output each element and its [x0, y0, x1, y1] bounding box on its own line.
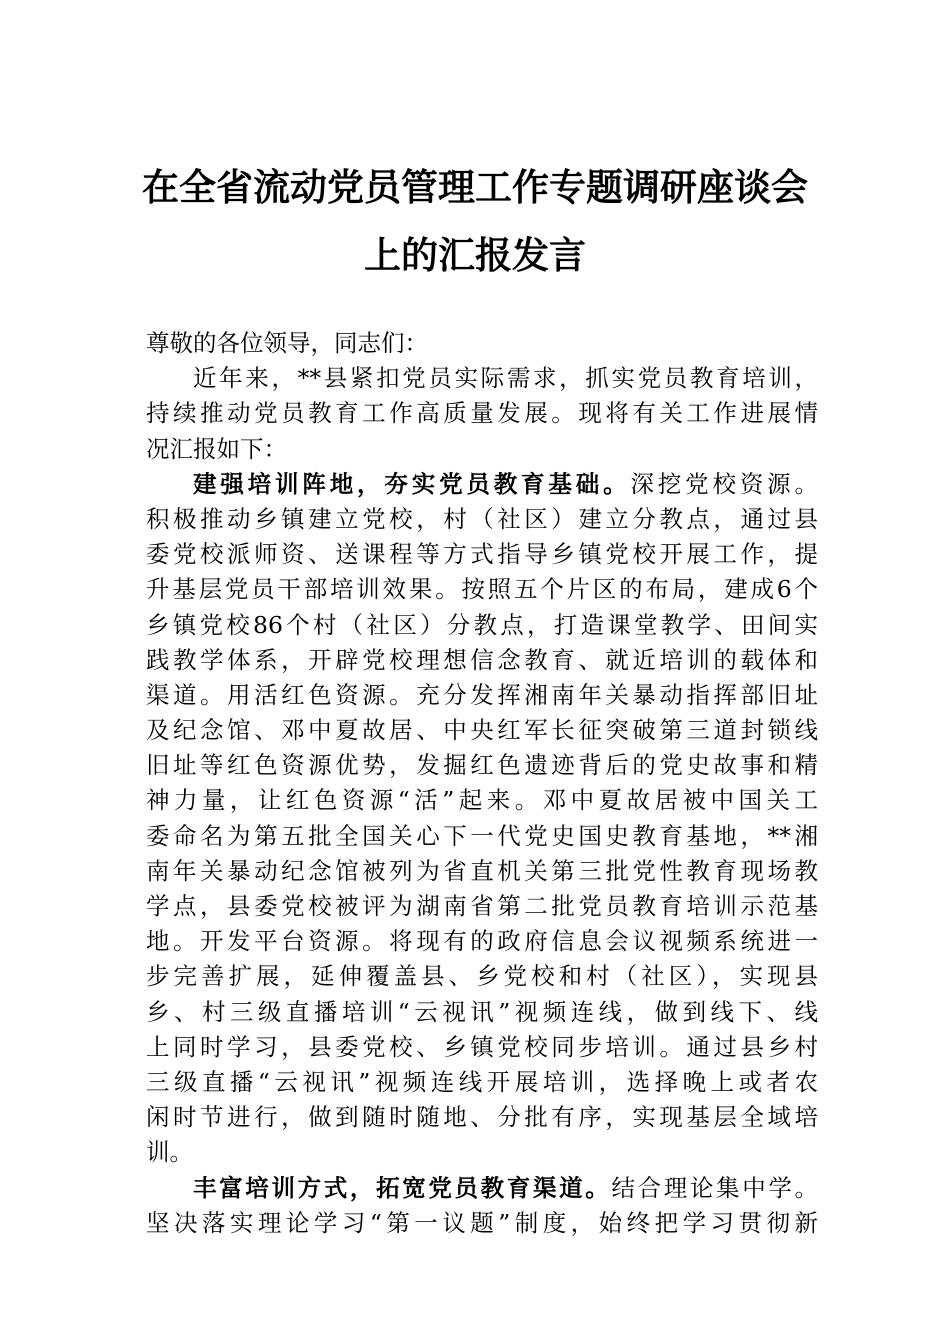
section-1-line: 南年关暴动纪念馆被列为省直机关第三批党性教育现场教 — [146, 856, 818, 885]
section-1-line: 步完善扩展，延伸覆盖县、乡党校和村（社区），实现县 — [146, 962, 818, 991]
section-1-line: 委命名为第五批全国关心下一代党史国史教育基地，**湘 — [146, 821, 818, 850]
document-title-line-2: 上的汇报发言 — [364, 233, 586, 277]
salutation: 尊敬的各位领导，同志们： — [146, 329, 428, 357]
section-1-line: 乡镇党校86个村（社区）分教点，打造课堂教学、田间实 — [146, 610, 818, 639]
section-2-line: 坚决落实理论学习“第一议题”制度，始终把学习贯彻新 — [146, 1208, 818, 1237]
section-2-first-line-text: 结合理论集中学。 — [611, 1173, 819, 1202]
section-2-first-line — [146, 1171, 818, 1206]
section-1-line: 学点，县委党校被评为湖南省第二批党员教育培训示范基 — [146, 892, 818, 920]
section-1-line: 上同时学习，县委党校、乡镇党校同步培训。通过县乡村 — [146, 1032, 818, 1061]
section-1-line: 积极推动乡镇建立党校，村（社区）建立分教点，通过县 — [146, 504, 818, 533]
document-title-line-1: 在全省流动党员管理工作专题调研座谈会 — [142, 165, 808, 209]
section-1-line: 乡、村三级直播培训“云视讯”视频连线，做到线下、线 — [146, 997, 818, 1026]
section-1-line: 训。 — [146, 1138, 193, 1167]
section-1-line: 渠道。用活红色资源。充分发挥湘南年关暴动指挥部旧址 — [146, 680, 818, 709]
document-body — [146, 326, 818, 1241]
section-1-line: 升基层党员干部培训效果。按照五个片区的布局，建成6个 — [146, 575, 818, 604]
section-1-line: 及纪念馆、邓中夏故居、中央红军长征突破第三道封锁线 — [146, 716, 818, 745]
section-1-first-line-text: 深挖党校资源。 — [630, 469, 819, 498]
section-1-line: 闲时节进行，做到随时随地、分批有序，实现基层全域培 — [146, 1103, 818, 1132]
intro-line: 近年来，**县紧扣党员实际需求，抓实党员教育培训， — [193, 364, 818, 393]
section-1-line: 神力量，让红色资源“活”起来。邓中夏故居被中国关工 — [146, 786, 818, 815]
section-1-first-line — [146, 467, 818, 502]
section-1-line: 践教学体系，开辟党校理想信念教育、就近培训的载体和 — [146, 645, 818, 674]
section-1-line: 地。开发平台资源。将现有的政府信息会议视频系统进一 — [146, 927, 818, 956]
section-1-line: 三级直播“云视讯”视频连线开展培训，选择晚上或者农 — [146, 1067, 818, 1096]
section-1-line: 旧址等红色资源优势，发掘红色遗迹背后的党史故事和精 — [146, 751, 818, 780]
section-1-heading: 建强培训阵地，夯实党员教育基础。 — [193, 469, 631, 498]
intro-line: 持续推动党员教育工作高质量发展。现将有关工作进展情 — [146, 399, 818, 428]
section-1-line: 委党校派师资、送课程等方式指导乡镇党校开展工作，提 — [146, 540, 818, 569]
section-2-heading: 丰富培训方式，拓宽党员教育渠道。 — [193, 1173, 612, 1202]
intro-line: 况汇报如下： — [146, 434, 287, 463]
